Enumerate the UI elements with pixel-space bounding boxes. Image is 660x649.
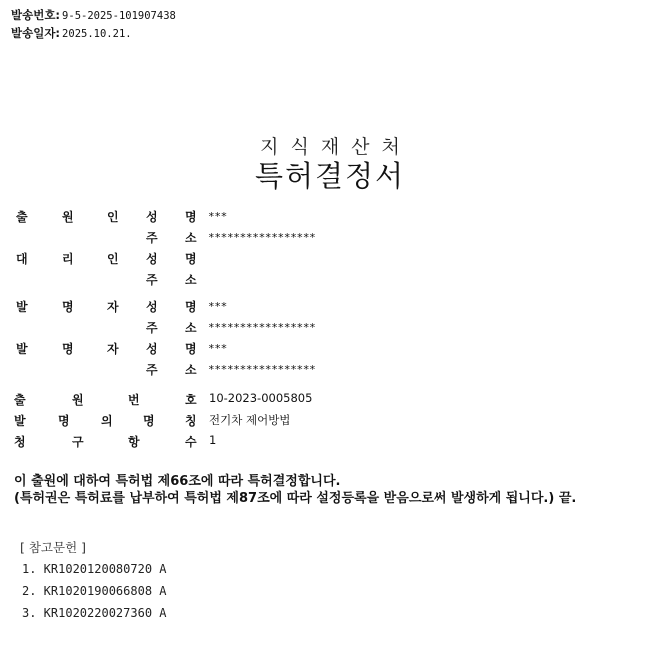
field-label-char: 명: [185, 342, 197, 356]
field-label-char: 항: [128, 435, 140, 449]
inventor2-name: ***: [208, 342, 227, 355]
field-label-char: 성: [146, 252, 158, 266]
role-char: 명: [62, 342, 74, 356]
role-char: 자: [107, 300, 119, 314]
application-number: 10-2023-0005805: [209, 391, 313, 405]
inventor2-address-row: [0, 361, 660, 379]
field-label-char: 명: [58, 414, 70, 428]
invention-title: 전기차 제어방법: [209, 413, 291, 427]
field-label-char: 번: [128, 393, 140, 407]
field-label-char: 원: [72, 393, 84, 407]
role-char: 발: [16, 300, 28, 314]
application-number-row: [0, 391, 660, 409]
dispatch-date: [11, 26, 132, 41]
field-label-char: 소: [185, 321, 197, 335]
references-title: [ 참고문헌 ]: [20, 540, 87, 555]
applicant-name: ***: [208, 210, 227, 223]
field-label-char: 성: [146, 342, 158, 356]
field-label-char: 청: [14, 435, 26, 449]
applicant-address: *****************: [208, 231, 316, 244]
dispatch-number-label: 발송번호:: [11, 8, 61, 22]
role-char: 인: [107, 252, 119, 266]
field-label-char: 소: [185, 363, 197, 377]
field-label-char: 주: [146, 231, 158, 245]
field-label-char: 명: [185, 210, 197, 224]
role-char: 원: [62, 210, 74, 224]
agent-address-row: [0, 271, 660, 289]
invention-title-row: [0, 412, 660, 430]
agent-name-row: [0, 250, 660, 268]
claims-count: 1: [209, 433, 217, 447]
field-label-char: 소: [185, 231, 197, 245]
reference-item: 3. KR1020220027360 A: [22, 606, 167, 620]
field-label-char: 주: [146, 321, 158, 335]
field-label-char: 구: [72, 435, 84, 449]
dispatch-number-value: 9-5-2025-101907438: [62, 10, 176, 22]
field-label-char: 명: [143, 414, 155, 428]
role-char: 리: [62, 252, 74, 266]
role-char: 대: [16, 252, 28, 266]
field-label-char: 주: [146, 273, 158, 287]
field-label-char: 소: [185, 273, 197, 287]
field-label-char: 명: [185, 252, 197, 266]
document-title: 특허결정서: [254, 159, 406, 193]
field-label-char: 수: [185, 435, 197, 449]
dispatch-date-label: 발송일자:: [11, 26, 61, 40]
dispatch-date-value: 2025.10.21.: [62, 28, 132, 40]
claims-count-row: [0, 433, 660, 451]
reference-item: 2. KR1020190066808 A: [22, 584, 167, 598]
reference-item: 1. KR1020120080720 A: [22, 562, 167, 576]
role-char: 명: [62, 300, 74, 314]
role-char: 인: [107, 210, 119, 224]
role-char: 발: [16, 342, 28, 356]
inventor2-address: *****************: [208, 363, 316, 376]
field-label-char: 의: [101, 414, 113, 428]
inventor1-name: ***: [208, 300, 227, 313]
field-label-char: 명: [185, 300, 197, 314]
applicant-address-row: [0, 229, 660, 247]
field-label-char: 성: [146, 210, 158, 224]
inventor2-name-row: [0, 340, 660, 358]
role-char: 출: [16, 210, 28, 224]
inventor1-address-row: [0, 319, 660, 337]
decision-notice: 이 출원에 대하여 특허법 제66조에 따라 특허결정합니다. (특허권은 특허료를 납부하여 특허법 제87조에 따라 설정등록을 받음으로써 발생하게 됩니다.) 끝.: [14, 474, 577, 506]
agency-name: 지식재산처: [260, 136, 412, 158]
field-label-char: 출: [14, 393, 26, 407]
field-label-char: 발: [14, 414, 26, 428]
inventor1-address: *****************: [208, 321, 316, 334]
role-char: 자: [107, 342, 119, 356]
dispatch-number: [11, 8, 176, 23]
field-label-char: 칭: [185, 414, 197, 428]
field-label-char: 호: [185, 393, 197, 407]
applicant-name-row: [0, 208, 660, 226]
field-label-char: 성: [146, 300, 158, 314]
inventor1-name-row: [0, 298, 660, 316]
field-label-char: 주: [146, 363, 158, 377]
